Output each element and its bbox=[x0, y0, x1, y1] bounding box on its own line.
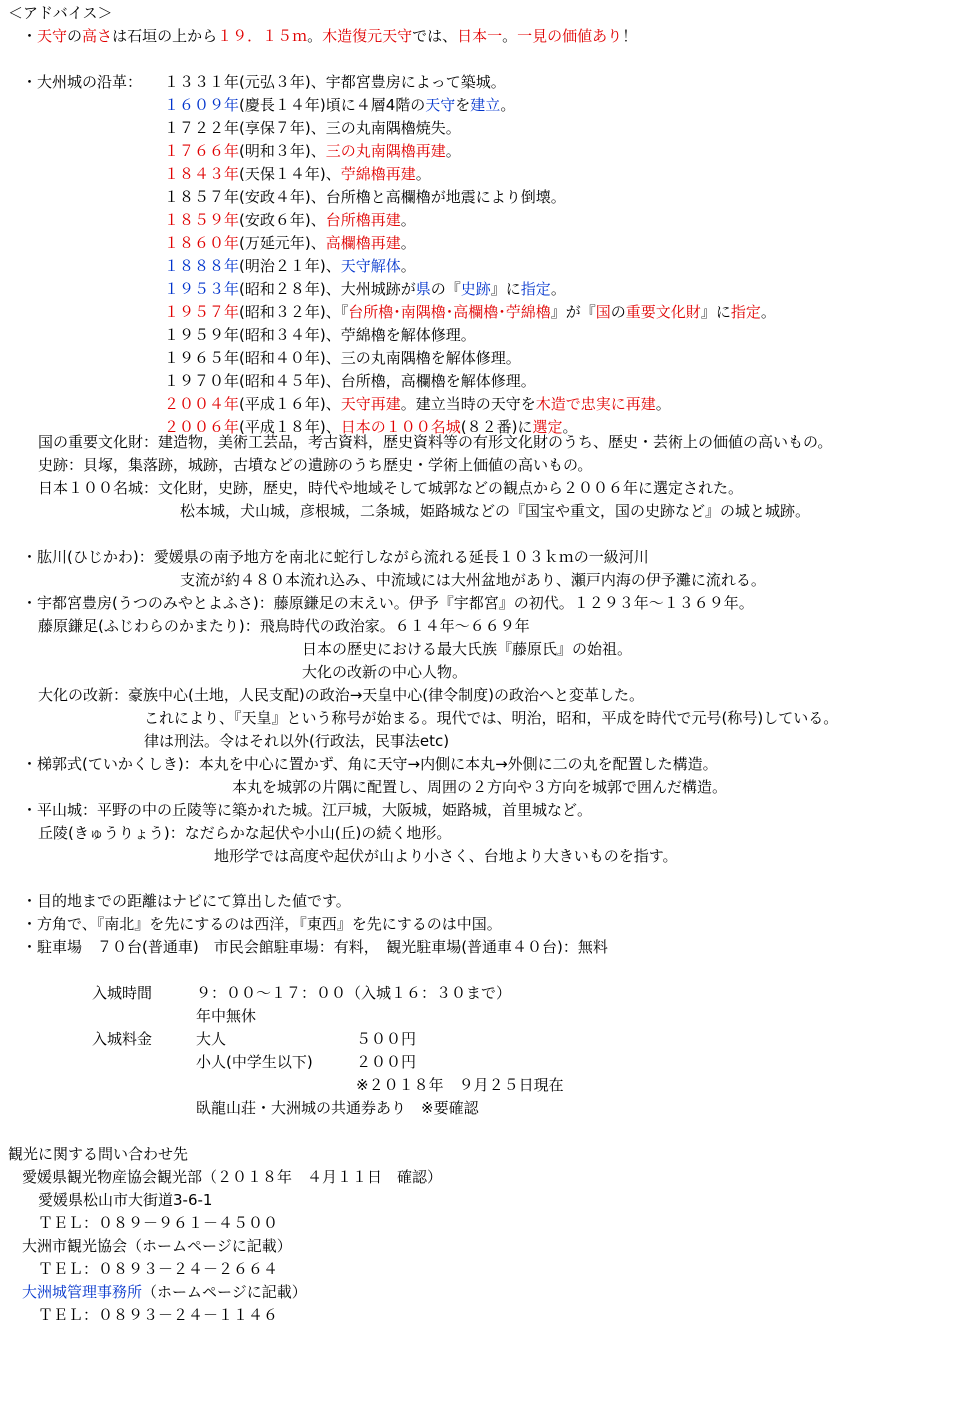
advice-line bbox=[22, 25, 637, 48]
note-100-castles: 日本１００名城：文化財，史跡，歴史，時代や地域そして城郭などの観点から２００６年に選定された。 bbox=[38, 479, 744, 497]
advice-bullet: ・ bbox=[22, 27, 38, 45]
admission-adult-fee: ５００円 bbox=[356, 1030, 417, 1048]
history-text: 建立 bbox=[470, 96, 501, 114]
contact-org-ozu: 大洲市観光協会（ホームページに記載） bbox=[22, 1237, 292, 1255]
history-text: 指定 bbox=[730, 303, 761, 321]
history-text: 三の丸南隅櫓再建 bbox=[325, 142, 446, 160]
misc-direction: ・方角で、『南北』を先にするのは西洋，『東西』を先にするのは中国。 bbox=[22, 915, 502, 933]
contact-tel-ozu: ＴＥＬ：０８９３－２４－２６６４ bbox=[38, 1260, 279, 1278]
contact-heading: 観光に関する問い合わせ先 bbox=[8, 1145, 189, 1163]
history-text: 指定 bbox=[520, 280, 551, 298]
history-text: 天守解体 bbox=[340, 257, 401, 275]
history-text: の『 bbox=[430, 280, 461, 298]
history-text: 。 bbox=[400, 211, 416, 229]
history-year: １９７０年 bbox=[164, 372, 240, 390]
history-text: (平成１６年)、 bbox=[239, 395, 341, 413]
contact-address-ehime: 愛媛県松山市大街道3-6-1 bbox=[38, 1191, 213, 1209]
advice-text: の bbox=[67, 27, 83, 45]
history-text: の bbox=[610, 303, 626, 321]
misc-parking: ・駐車場 ７０台(普通車) 市民会館駐車場：有料， 観光駐車場(普通車４０台)：無料 bbox=[22, 938, 608, 956]
glossary-utsunomiya: ・宇都宮豊房(うつのみやとよふさ)：藤原鎌足の末えい。伊予『宇都宮』の初代。１２９３年～１３６９年。 bbox=[22, 594, 754, 612]
contact-castle-office-note: （ホームページに記載） bbox=[142, 1283, 307, 1301]
history-text: (慶長１４年)頃に４層4階の bbox=[239, 96, 426, 114]
glossary-teikaku: ・梯郭式(ていかくしき)：本丸を中心に置かず、角に天守→内側に本丸→外側に二の丸を配置した構造。 bbox=[22, 755, 718, 773]
history-text: (元弘３年)、宇都宮豊房によって築城。 bbox=[239, 73, 506, 91]
history-entry bbox=[164, 347, 521, 370]
history-text: 。 bbox=[760, 303, 776, 321]
history-text: 県 bbox=[415, 280, 431, 298]
history-text: (天保１４年)、 bbox=[239, 165, 341, 183]
history-text: 日本の１００名城 bbox=[340, 418, 461, 436]
glossary-hijikawa-cont: 支流が約４８０本流れ込み、中流域には大州盆地があり、瀬戸内海の伊予灘に流れる。 bbox=[180, 571, 766, 589]
history-text: (享保７年)、三の丸南隅櫓焼失。 bbox=[239, 119, 461, 137]
history-text: 台所櫓再建 bbox=[325, 211, 401, 229]
admission-fee-label: 入城料金 bbox=[92, 1030, 153, 1048]
history-year: １６０９年 bbox=[164, 96, 240, 114]
history-text: 国 bbox=[595, 303, 611, 321]
history-entry bbox=[164, 163, 431, 186]
glossary-hirayama: ・平山城：平野の中の丘陵等に築かれた城。江戸城，大阪城，姫路城，首里城など。 bbox=[22, 801, 593, 819]
history-entry bbox=[164, 324, 476, 347]
advice-text: ！ bbox=[622, 27, 638, 45]
history-entry bbox=[164, 255, 416, 278]
history-year: １８６０年 bbox=[164, 234, 240, 252]
history-entry bbox=[164, 94, 515, 117]
history-entry bbox=[164, 278, 566, 301]
history-text: 。 bbox=[445, 142, 461, 160]
history-text: 選定 bbox=[532, 418, 563, 436]
admission-hours: ９：００～１７：００（入城１６：３０まで） bbox=[196, 984, 512, 1002]
history-text: 台所櫓･南隅櫓･高欄櫓･苧綿櫓 bbox=[348, 303, 551, 321]
history-year: １９５７年 bbox=[164, 303, 240, 321]
glossary-taika-cont: これにより、『天皇』という称号が始まる。現代では、明治，昭和，平成を時代で元号(称号)している。 bbox=[144, 709, 839, 727]
history-text: 天守 bbox=[425, 96, 456, 114]
note-historic-site: 史跡：貝塚，集落跡，城跡，古墳などの遺跡のうち歴史・学術上価値の高いもの。 bbox=[38, 456, 593, 474]
history-text: 』に bbox=[700, 303, 731, 321]
history-entry bbox=[164, 186, 566, 209]
note-100-castles-examples: 松本城，犬山城，彦根城，二条城，姫路城などの『国宝や重文，国の史跡など』の城と城跡。 bbox=[180, 502, 811, 520]
glossary-fujiwara-cont: 大化の改新の中心人物。 bbox=[302, 663, 468, 681]
history-entry bbox=[164, 209, 416, 232]
page-heading: ＜アドバイス＞ bbox=[8, 4, 113, 22]
glossary-fujiwara-cont: 日本の歴史における最大氏族『藤原氏』の始祖。 bbox=[302, 640, 633, 658]
advice-text: 。 bbox=[502, 27, 518, 45]
history-text: (万延元年)、 bbox=[239, 234, 326, 252]
history-entry bbox=[164, 370, 536, 393]
history-text: (昭和３２年)、『 bbox=[239, 303, 349, 321]
glossary-kyuryo: 丘陵(きゅうりょう)：なだらかな起伏や小山(丘)の続く地形。 bbox=[38, 824, 452, 842]
advice-wooden: 木造復元天守 bbox=[322, 27, 413, 45]
contact-tel-ehime: ＴＥＬ：０８９－９６１－４５００ bbox=[38, 1214, 279, 1232]
history-entry bbox=[164, 117, 461, 140]
contact-tel-castle-office: ＴＥＬ：０８９３－２４－１１４６ bbox=[38, 1306, 279, 1324]
glossary-taika-cont: 律は刑法。令はそれ以外(行政法，民事法etc) bbox=[144, 732, 450, 750]
admission-hours-label: 入城時間 bbox=[92, 984, 153, 1002]
history-year: １７２２年 bbox=[164, 119, 240, 137]
history-text: 。 bbox=[500, 96, 516, 114]
history-text: 史跡 bbox=[460, 280, 491, 298]
admission-closed: 年中無休 bbox=[196, 1007, 257, 1025]
glossary-kyuryo-cont: 地形学では高度や起伏が山より小さく、台地より大きいものを指す。 bbox=[214, 847, 678, 865]
advice-japan-first: 日本一 bbox=[457, 27, 503, 45]
history-text: 』に bbox=[490, 280, 521, 298]
history-text: 。 bbox=[550, 280, 566, 298]
history-text: (安政４年)、台所櫓と高欄櫓が地震により倒壊。 bbox=[239, 188, 566, 206]
history-year: １７６６年 bbox=[164, 142, 240, 160]
history-year: １９５３年 bbox=[164, 280, 240, 298]
advice-worth-seeing: 一見の価値あり bbox=[517, 27, 623, 45]
history-text: (昭和４５年)、台所櫓，高欄櫓を解体修理。 bbox=[239, 372, 536, 390]
advice-text: は石垣の上から bbox=[112, 27, 218, 45]
history-text: (明治２１年)、 bbox=[239, 257, 341, 275]
note-important-cultural-property: 国の重要文化財：建造物，美術工芸品，考古資料，歴史資料等の有形文化財のうち、歴史・芸術上の価値の高いもの。 bbox=[38, 433, 833, 451]
history-text: 高欄櫓再建 bbox=[325, 234, 401, 252]
history-text: 。 bbox=[415, 165, 431, 183]
history-entry bbox=[164, 393, 671, 416]
history-text: 天守再建 bbox=[340, 395, 401, 413]
history-text: (安政６年)、 bbox=[239, 211, 326, 229]
history-text: を bbox=[455, 96, 471, 114]
history-text: (昭和４０年)、三の丸南隅櫓を解体修理。 bbox=[239, 349, 521, 367]
history-year: １８５９年 bbox=[164, 211, 240, 229]
history-year: １８５７年 bbox=[164, 188, 240, 206]
history-year: １８８８年 bbox=[164, 257, 240, 275]
glossary-teikaku-cont: 本丸を城郭の片隅に配置し、周囲の２方向や３方向を城郭で囲んだ構造。 bbox=[232, 778, 728, 796]
history-text: (昭和３４年)、苧綿櫓を解体修理。 bbox=[239, 326, 476, 344]
history-year: ２００４年 bbox=[164, 395, 240, 413]
glossary-taika: 大化の改新：豪族中心(土地，人民支配)の政治→天皇中心(律令制度)の政治へと変革した。 bbox=[38, 686, 644, 704]
history-text: (平成１８年)、 bbox=[239, 418, 341, 436]
admission-as-of: ※２０１８年 ９月２５日現在 bbox=[356, 1076, 564, 1094]
advice-text: 。 bbox=[307, 27, 323, 45]
history-text: (明和３年)、 bbox=[239, 142, 326, 160]
history-entry bbox=[164, 71, 506, 94]
history-text: 。 bbox=[562, 418, 578, 436]
history-text: (８２番)に bbox=[460, 418, 533, 436]
history-text: 』が『 bbox=[550, 303, 596, 321]
history-text: 。 bbox=[400, 257, 416, 275]
admission-adult-label: 大人 bbox=[196, 1030, 227, 1048]
history-year: １３３１年 bbox=[164, 73, 240, 91]
history-entry bbox=[164, 140, 461, 163]
history-text: (昭和２８年)、大州城跡が bbox=[239, 280, 416, 298]
history-year: ２００６年 bbox=[164, 418, 240, 436]
history-text: 。建立当時の天守を bbox=[400, 395, 536, 413]
history-text: 。 bbox=[400, 234, 416, 252]
admission-combo-ticket: 臥龍山荘・大洲城の共通券あり ※要確認 bbox=[196, 1099, 479, 1117]
history-year: １９６５年 bbox=[164, 349, 240, 367]
history-label: ・大州城の沿革： bbox=[22, 73, 143, 91]
advice-tenshu: 天守 bbox=[37, 27, 68, 45]
history-year: １８４３年 bbox=[164, 165, 240, 183]
contact-org-ehime: 愛媛県観光物産協会観光部（２０１８年 ４月１１日 確認） bbox=[22, 1168, 443, 1186]
history-text: 。 bbox=[655, 395, 671, 413]
admission-child-fee: ２００円 bbox=[356, 1053, 417, 1071]
contact-castle-office-name: 大洲城管理事務所 bbox=[22, 1283, 143, 1301]
history-year: １９５９年 bbox=[164, 326, 240, 344]
glossary-hijikawa: ・肱川(ひじかわ)：愛媛県の南予地方を南北に蛇行しながら流れる延長１０３ｋｍの一級河川 bbox=[22, 548, 649, 566]
advice-height-value: １９．１５ｍ bbox=[217, 27, 308, 45]
history-entry bbox=[164, 232, 416, 255]
contact-org-castle-office bbox=[22, 1281, 307, 1304]
history-text: 木造で忠実に再建 bbox=[535, 395, 656, 413]
misc-distance: ・目的地までの距離はナビにて算出した値です。 bbox=[22, 892, 351, 910]
history-text: 苧綿櫓再建 bbox=[340, 165, 416, 183]
admission-child-label: 小人(中学生以下) bbox=[196, 1053, 313, 1071]
history-entry bbox=[164, 301, 776, 324]
history-text: 重要文化財 bbox=[625, 303, 701, 321]
advice-height: 高さ bbox=[82, 27, 113, 45]
glossary-fujiwara: 藤原鎌足(ふじわらのかまたり)：飛鳥時代の政治家。６１４年～６６９年 bbox=[38, 617, 530, 635]
advice-text: では、 bbox=[412, 27, 458, 45]
